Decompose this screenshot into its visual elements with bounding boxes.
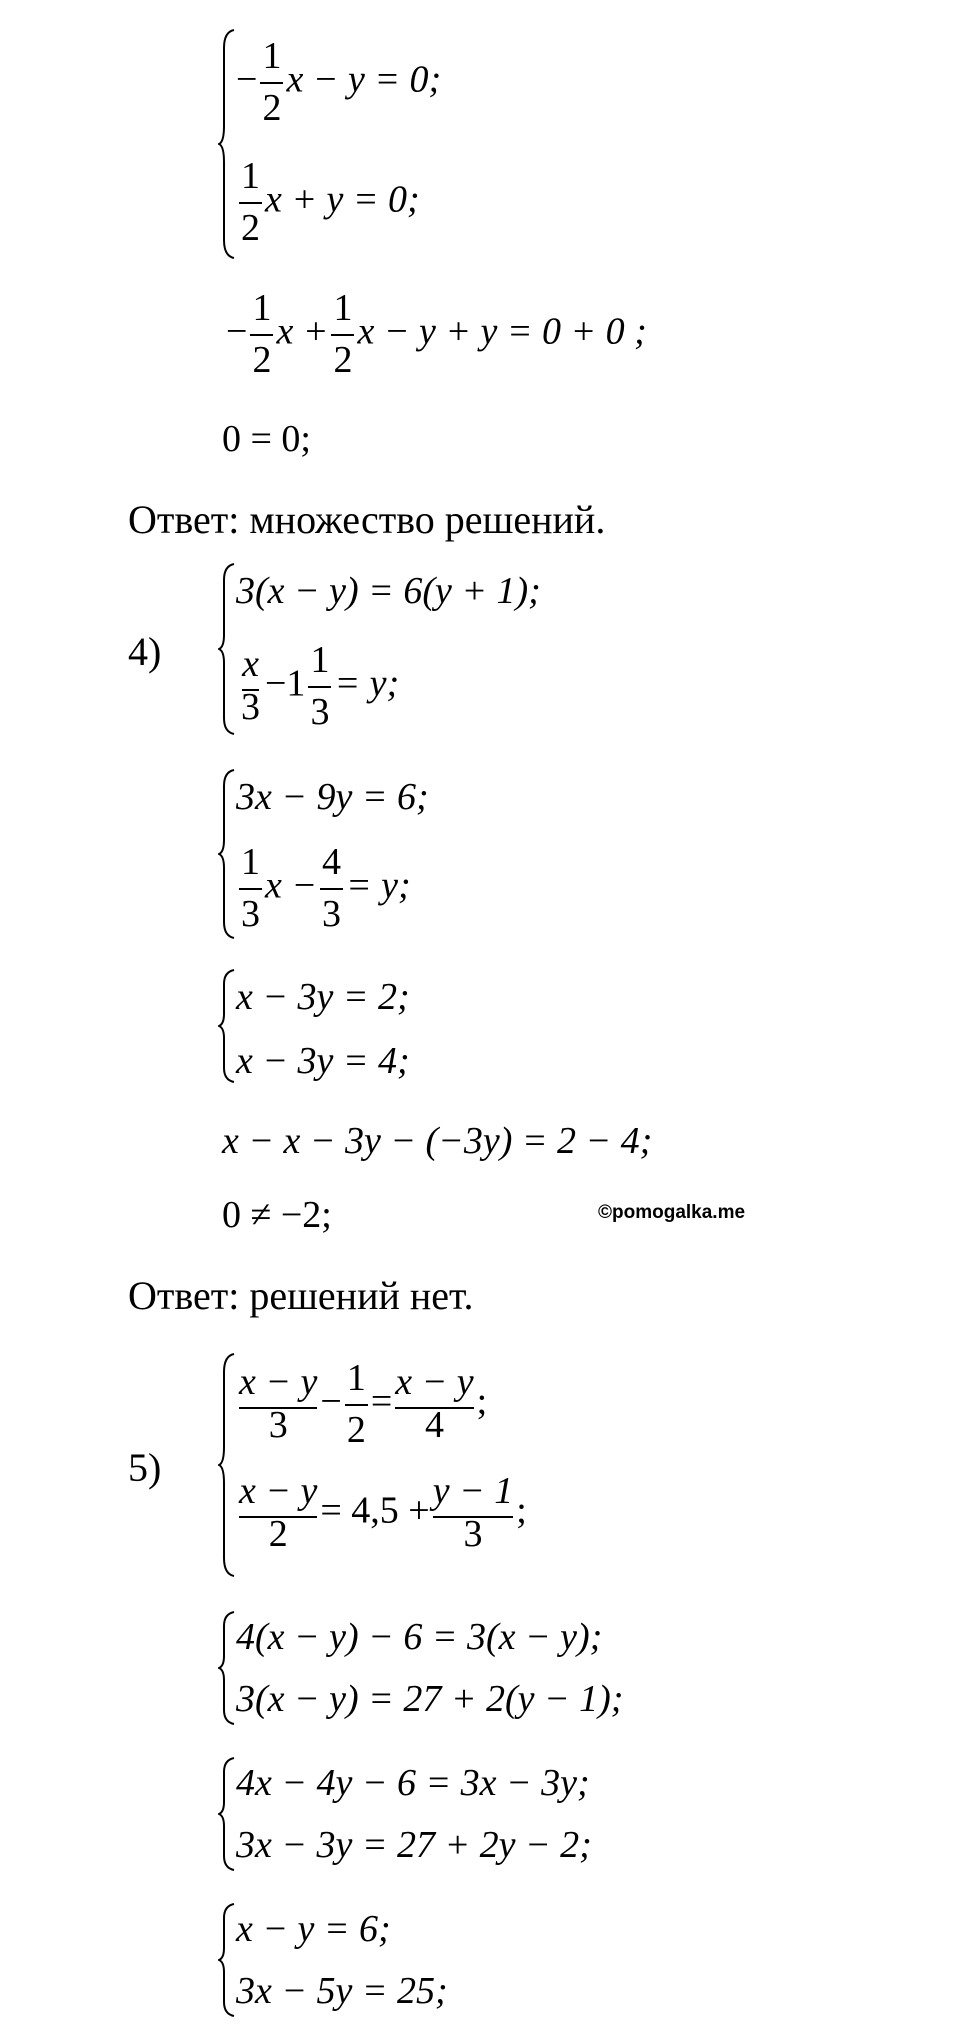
left-brace-icon	[218, 28, 236, 260]
equation: 3(x − y) = 27 + 2(y − 1);	[236, 1678, 624, 1720]
equation-rest: x − y = 0;	[286, 58, 442, 101]
system-4c	[218, 968, 638, 1084]
fraction: $\frac{1}{2}$	[241, 155, 260, 249]
fraction: $\frac{x - y}{2}$	[239, 1470, 318, 1555]
fraction: $\frac{1}{2}$	[262, 35, 282, 129]
equation: x − 3y = 2;	[236, 976, 410, 1018]
left-brace-icon	[218, 1902, 236, 2018]
system-5c	[218, 1756, 678, 1872]
left-brace-icon	[218, 1352, 236, 1578]
system-4b	[218, 768, 638, 940]
equation: $\frac{1}{3}$ x − $\frac{4}{3}$ = y;	[241, 841, 411, 935]
fraction: $\frac{x - y}{4}$	[395, 1360, 474, 1446]
fraction: $\frac{1}{2}$	[252, 287, 272, 381]
left-brace-icon	[218, 1756, 236, 1872]
system-5d	[218, 1902, 678, 2018]
fraction: $\frac{1}{3}$	[241, 841, 260, 935]
fraction: $\frac{x - y}{3}$	[239, 1360, 318, 1446]
difference-equation: x − x − 3y − (−3y) = 2 − 4;	[222, 1120, 653, 1162]
equation: 3x − 9y = 6;	[236, 776, 429, 818]
equation: 3x − 3y = 27 + 2y − 2;	[236, 1824, 592, 1866]
equation: x − 3y = 4;	[236, 1040, 410, 1082]
equation: 4(x − y) − 6 = 3(x − y);	[236, 1616, 603, 1658]
left-brace-icon	[218, 1610, 236, 1726]
left-brace-icon	[218, 562, 236, 736]
fraction: $\frac{y - 1}{3}$	[432, 1470, 514, 1555]
sum-equation: − $\frac{1}{2}$ x + $\frac{1}{2}$ x − y + y = 0 + 0 ;	[226, 287, 647, 381]
left-brace-icon	[218, 968, 236, 1084]
result-equation: 0 ≠ −2;	[222, 1194, 332, 1236]
left-brace-icon	[218, 768, 236, 940]
system-5b	[218, 1610, 678, 1726]
equation: $\frac{x}{3}$ −1 $\frac{1}{3}$ = y;	[241, 639, 400, 733]
fraction: $\frac{1}{2}$	[346, 1357, 366, 1451]
watermark: ©pomogalka.me	[598, 1202, 746, 1223]
equation: 3x − 5y = 25;	[236, 1970, 448, 2012]
fraction: $\frac{1}{2}$	[333, 287, 353, 381]
equation	[236, 156, 420, 250]
result-equation: 0 = 0;	[222, 418, 311, 460]
sign: −	[236, 58, 258, 101]
equation	[236, 36, 441, 130]
fraction: $\frac{x}{3}$	[241, 642, 260, 728]
system-3	[218, 28, 618, 260]
equation: $\frac{x - y}{2}$ = $4,5 +\frac{y - 1}{3}$ ;	[239, 1470, 527, 1555]
fraction: $\frac{1}{3}$	[310, 639, 330, 733]
answer-text: Ответ: множество решений.	[128, 497, 606, 542]
answer-text: Ответ: решений нет.	[128, 1273, 474, 1318]
system-5a	[218, 1352, 678, 1578]
equation: $\frac{x - y}{3}$ − $\frac{1}{2}$ $=\frac{x - y}{4}$ ;	[239, 1357, 488, 1451]
equation: 3(x − y) = 6(y + 1);	[236, 570, 541, 612]
problem-label: 4)	[128, 629, 162, 674]
equation: 4x − 4y − 6 = 3x − 3y;	[236, 1762, 590, 1804]
system-4a	[218, 562, 638, 736]
equation: x − y = 6;	[236, 1908, 391, 1950]
fraction: $\frac{4}{3}$	[322, 841, 342, 935]
equation-rest: x + y = 0;	[265, 178, 420, 221]
problem-label: 5)	[128, 1445, 162, 1490]
